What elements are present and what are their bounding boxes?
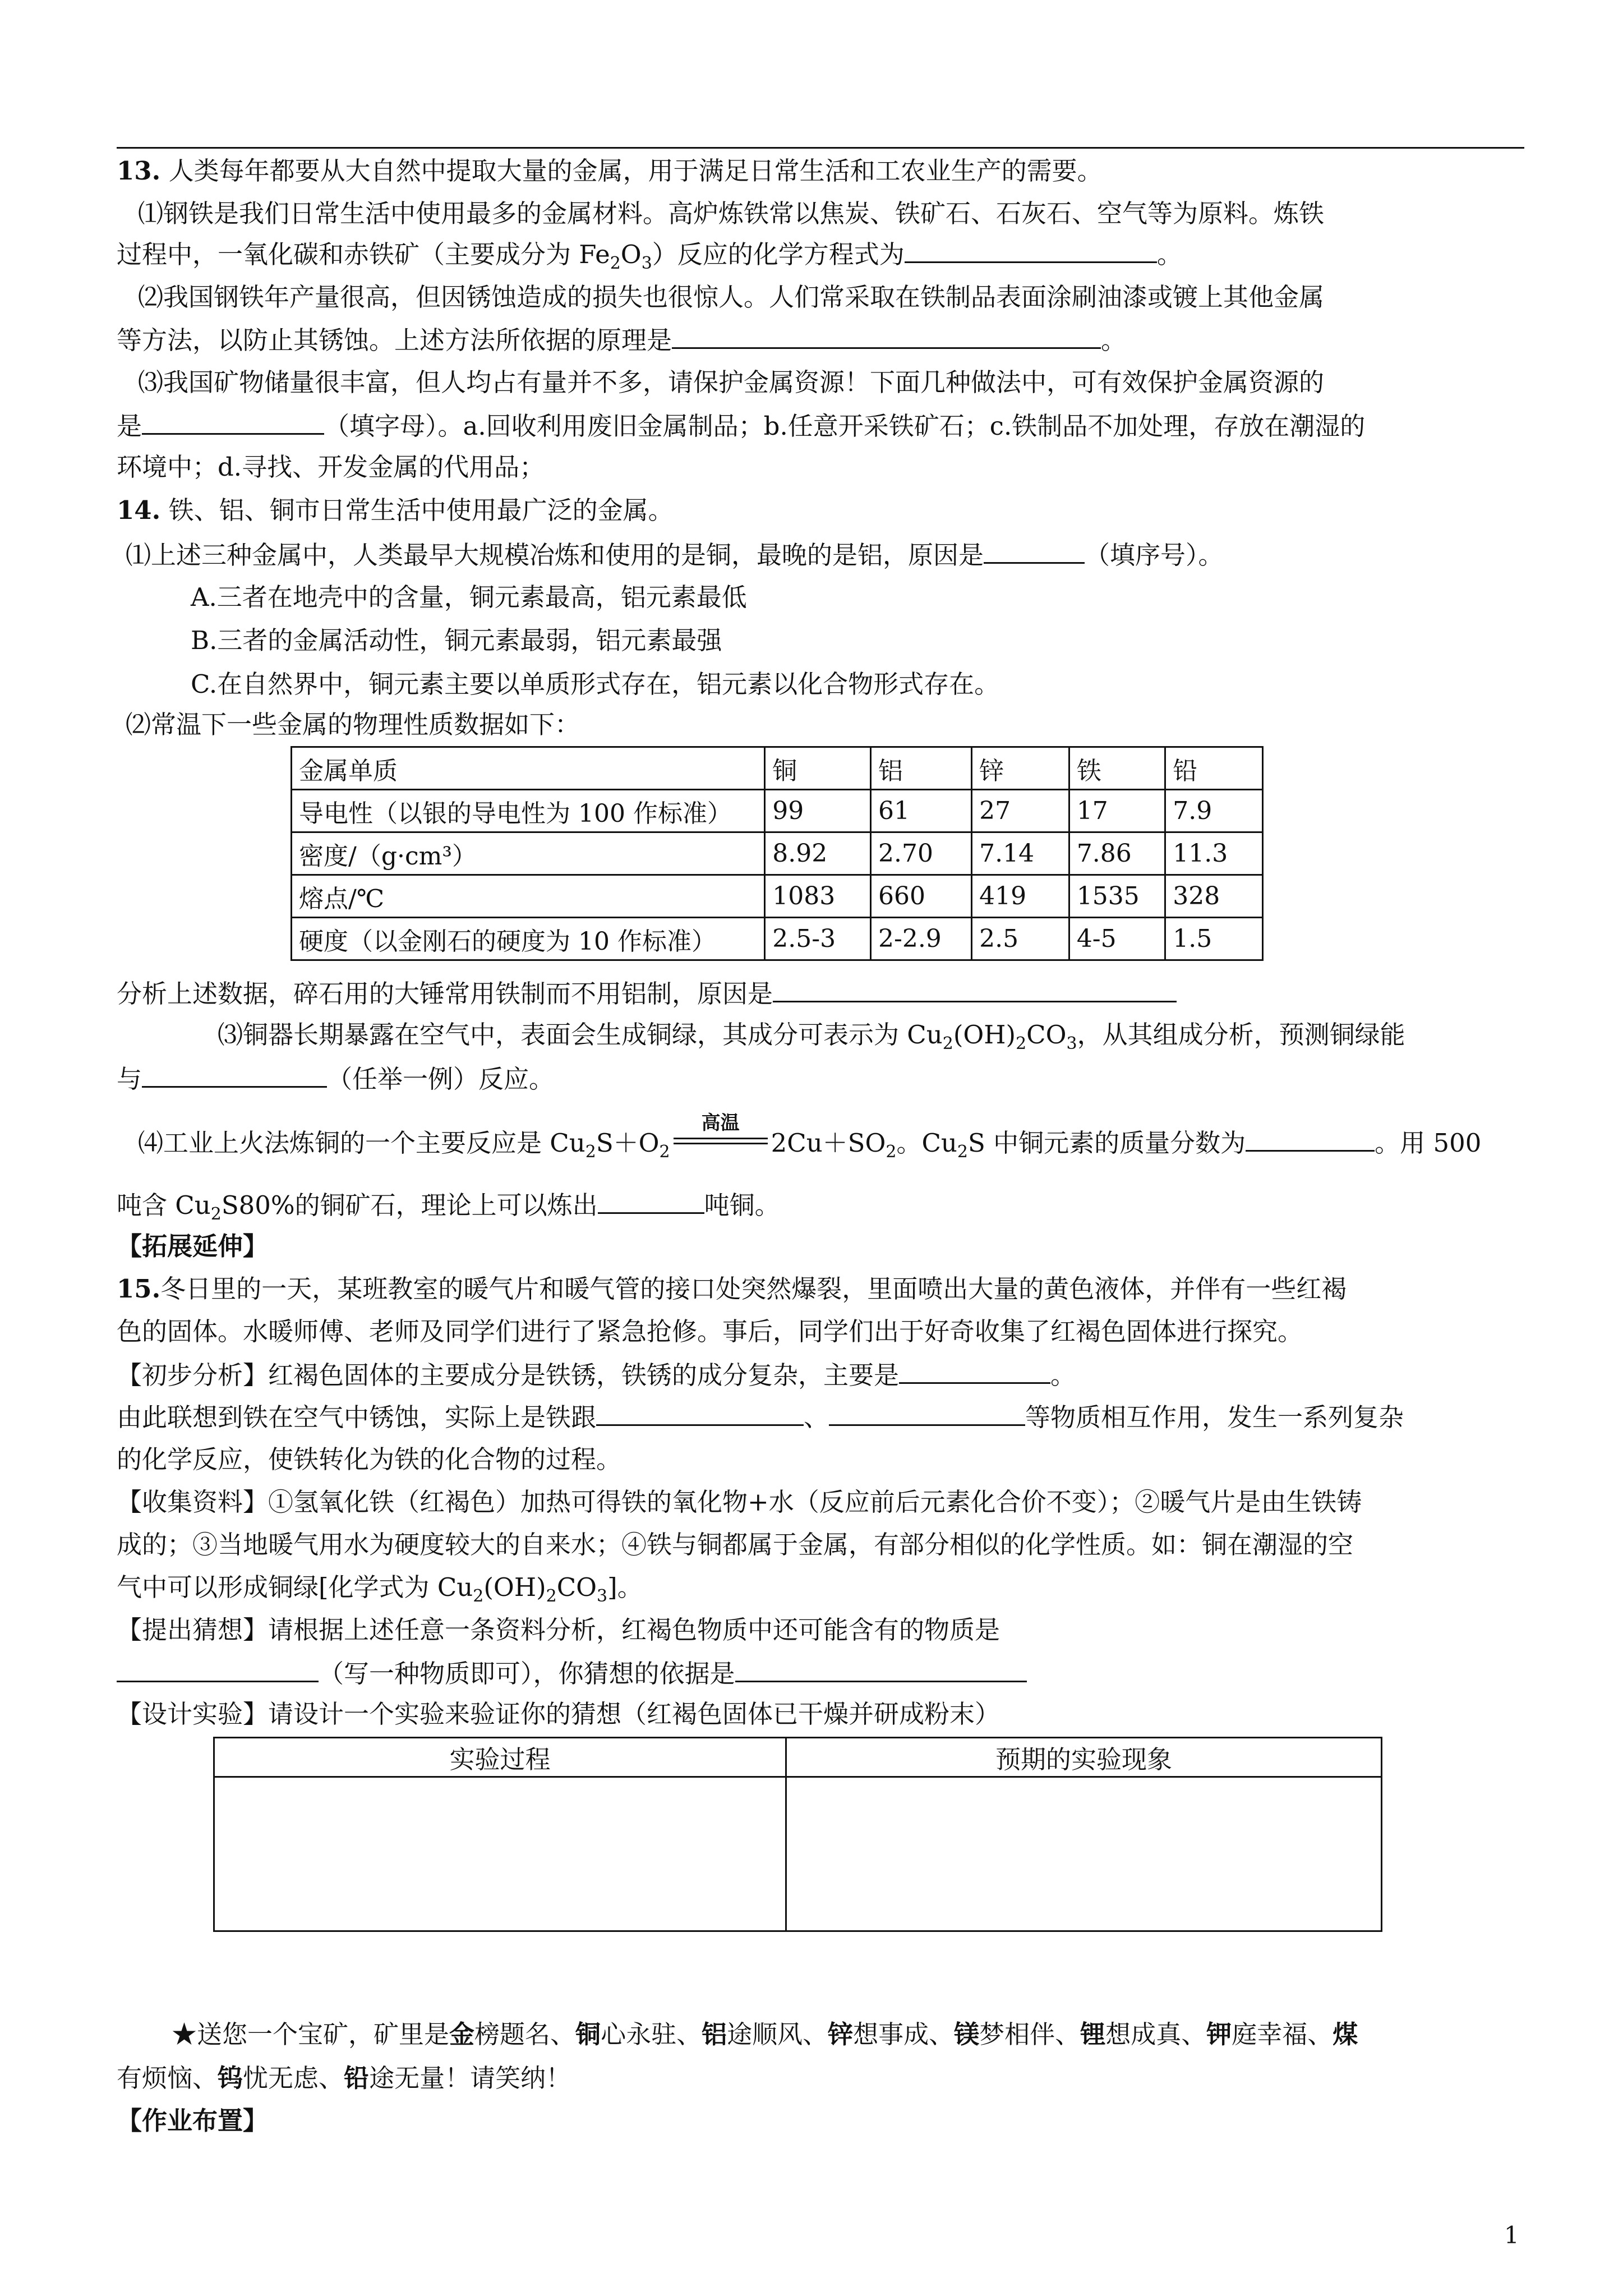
q14-part3-line2: 与 （任举一例）反应。 xyxy=(117,1061,554,1095)
q14-title: 14. 铁、铝、铜市日常生活中使用最广泛的金属。 xyxy=(117,495,674,525)
q13-part3-line3: 环境中；d.寻找、开发金属的代用品； xyxy=(117,452,545,482)
top-rule xyxy=(117,147,1524,149)
q13-part1-line2: 过程中，一氧化碳和赤铁矿（主要成分为 $Fe_2O_3$）反应的化学方程式为 。 xyxy=(117,237,1182,270)
q14-option-c: C.在自然界中，铜元素主要以单质形式存在，铝元素以化合物形式存在。 xyxy=(191,669,1000,699)
extension-heading: 【拓展延伸】 xyxy=(117,1231,269,1261)
q14-part4-line1: ⑷工业上火法炼铜的一个主要反应是 $Cu_2S+O_2$ 高温 $2Cu+SO_2$。$Cu_2S$ 中铜元素的质量分数为 。用 500 xyxy=(138,1112,1482,1162)
q14-option-a: A.三者在地壳中的含量，铜元素最高，铝元素最低 xyxy=(191,582,747,612)
experiment-procedure-cell[interactable] xyxy=(214,1777,786,1931)
answer-blank[interactable] xyxy=(735,1656,1027,1682)
q13-title: 13. 人类每年都要从大自然中提取大量的金属，用于满足日常生活和工农业生产的需要。 xyxy=(117,156,1103,186)
q13-part2-line1: ⑵我国钢铁年产量很高，但因锈蚀造成的损失也很惊人。人们常采取在铁制品表面涂刷油漆或镀上其他金属 xyxy=(138,282,1325,312)
q15-line1: 15.冬日里的一天，某班教室的暖气片和暖气管的接口处突然爆裂，里面喷出大量的黄色液体，并伴有一些红褐 xyxy=(117,1274,1347,1304)
q15-initial-analysis: 【初步分析】红褐色固体的主要成分是铁锈，铁锈的成分复杂，主要是 。 xyxy=(117,1358,1076,1391)
q15-hypothesis-line1: 【提出猜想】请根据上述任意一条资料分析，红褐色物质中还可能含有的物质是 xyxy=(117,1615,1000,1645)
q14-option-b: B.三者的金属活动性，铜元素最弱，铝元素最强 xyxy=(191,625,722,655)
answer-blank[interactable] xyxy=(905,237,1157,263)
q13-part3-line1: ⑶我国矿物储量很丰富，但人均占有量并不多，请保护金属资源！下面几种做法中，可有效保护金属资源的 xyxy=(138,367,1325,397)
q14-part1: ⑴上述三种金属中，人类最早大规模冶炼和使用的是铜，最晚的是铝，原因是 （填序号）。 xyxy=(126,537,1224,571)
page-number: 1 xyxy=(1504,2221,1519,2249)
q14-number: 14. xyxy=(117,495,161,525)
experiment-table xyxy=(213,1737,1382,1932)
answer-blank[interactable] xyxy=(829,1400,1025,1426)
table-header-row: 金属单质 铜 铝 锌 铁 铅 xyxy=(292,747,1263,790)
table-row: 硬度（以金刚石的硬度为 10 作标准） 2.5-3 2-2.9 2.5 4-5 1.5 xyxy=(292,918,1263,960)
table-row: 密度/（g·cm³） 8.92 2.70 7.14 7.86 11.3 xyxy=(292,832,1263,875)
homework-heading: 【作业布置】 xyxy=(117,2106,269,2136)
q15-collect-info-line1: 【收集资料】①氢氧化铁（红褐色）加热可得铁的氧化物+水（反应前后元素化合价不变）；②暖气片是由生铁铸 xyxy=(117,1487,1362,1517)
table-row: 导电性（以银的导电性为 100 作标准） 99 61 27 17 7.9 xyxy=(292,790,1263,832)
answer-blank[interactable] xyxy=(899,1358,1050,1384)
q14-part2: ⑵常温下一些金属的物理性质数据如下： xyxy=(126,710,580,739)
q15-line2: 色的固体。水暖师傅、老师及同学们进行了紧急抢修。事后，同学们出于好奇收集了红褐色固体进行探究。 xyxy=(117,1317,1303,1346)
q13-part2-line2: 等方法，以防止其锈蚀。上述方法所依据的原理是 。 xyxy=(117,323,1126,356)
answer-blank[interactable] xyxy=(1246,1125,1375,1152)
table-header-row: 实验过程 预期的实验现象 xyxy=(214,1738,1382,1777)
q15-design-experiment: 【设计实验】请设计一个实验来验证你的猜想（红褐色固体已干燥并研成粉末） xyxy=(117,1699,1000,1729)
q13-number: 13. xyxy=(117,156,161,186)
answer-blank[interactable] xyxy=(142,1061,327,1088)
bonus-line2: 有烦恼、钨忧无虑、铅途无量！请笑纳！ xyxy=(117,2063,571,2093)
q14-part3-line1: ⑶铜器长期暴露在空气中，表面会生成铜绿，其成分可表示为 $Cu_2(OH)_2CO_3$，从其组成分析，预测铜绿能 xyxy=(218,1020,1405,1053)
table-row xyxy=(214,1777,1382,1931)
answer-blank[interactable] xyxy=(672,323,1101,349)
q14-part4-line2: 吨含 $Cu_2S80\%$的铜矿石，理论上可以炼出 吨铜。 xyxy=(117,1188,780,1221)
q14-analysis: 分析上述数据，碎石用的大锤常用铁制而不用铝制，原因是 xyxy=(117,976,1177,1010)
q13-part1-line1: ⑴钢铁是我们日常生活中使用最多的金属材料。高炉炼铁常以焦炭、铁矿石、石灰石、空气等为原料。炼铁 xyxy=(138,199,1325,228)
table-row: 熔点/℃ 1083 660 419 1535 328 xyxy=(292,875,1263,918)
answer-blank[interactable] xyxy=(596,1400,804,1426)
high-temperature-arrow: 高温 xyxy=(670,1125,771,1159)
q15-number: 15. xyxy=(117,1274,161,1304)
answer-blank[interactable] xyxy=(598,1188,704,1214)
q15-hypothesis-line2: （写一种物质即可），你猜想的依据是 xyxy=(117,1656,1027,1690)
q13-part3-line2: 是 （填字母）。a.回收利用废旧金属制品；b.任意开采铁矿石；c.铁制品不加处理，存放在潮湿的 xyxy=(117,408,1365,442)
bonus-line1: ★送您一个宝矿，矿里是金榜题名、铜心永驻、铝途顺风、锌想事成、镁梦相伴、锂想成真、钾庭幸福、煤 xyxy=(172,2019,1358,2049)
answer-blank[interactable] xyxy=(984,537,1085,564)
metal-properties-table xyxy=(291,746,1264,961)
answer-blank[interactable] xyxy=(142,408,324,435)
q15-line4: 由此联想到铁在空气中锈蚀，实际上是铁跟 、 等物质相互作用，发生一系列复杂 xyxy=(117,1400,1404,1433)
q15-line5: 的化学反应，使铁转化为铁的化合物的过程。 xyxy=(117,1444,622,1474)
answer-blank[interactable] xyxy=(773,976,1177,1002)
expected-phenomenon-cell[interactable] xyxy=(786,1777,1382,1931)
q15-collect-info-line3: 气中可以形成铜绿[化学式为 $Cu_2(OH)_2CO_3$]。 xyxy=(117,1572,643,1606)
q15-collect-info-line2: 成的；③当地暖气用水为硬度较大的自来水；④铁与铜都属于金属，有部分相似的化学性质。如：铜在潮湿的空 xyxy=(117,1530,1354,1559)
answer-blank[interactable] xyxy=(117,1656,319,1682)
